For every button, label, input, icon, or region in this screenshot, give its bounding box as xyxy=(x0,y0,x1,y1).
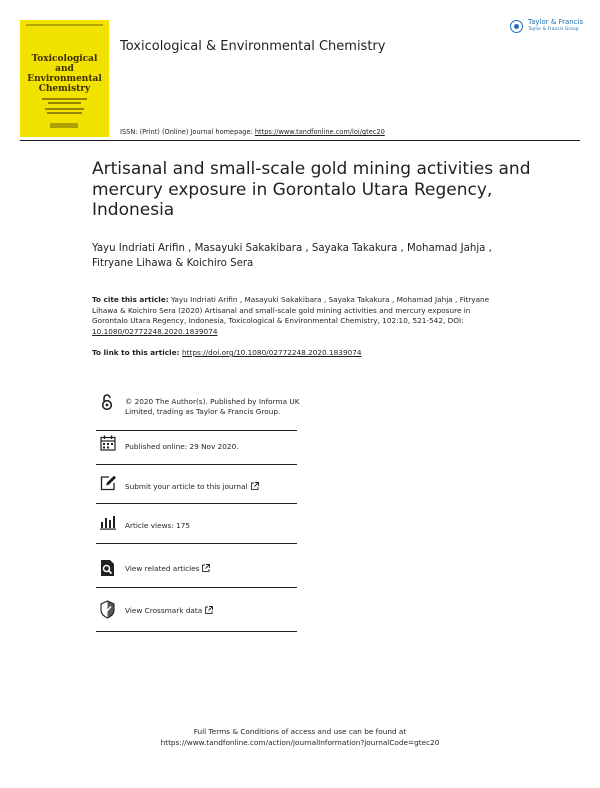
external-link-icon xyxy=(205,606,213,614)
crossmark-icon xyxy=(100,600,115,619)
calendar-icon xyxy=(100,435,116,451)
cover-decoration xyxy=(45,108,84,110)
search-document-icon xyxy=(100,559,115,577)
journal-homepage-link[interactable]: https://www.tandfonline.com/loi/gtec20 xyxy=(254,128,385,136)
cover-title: Toxicological and Environmental Chemistry xyxy=(27,54,102,94)
footer-terms-url[interactable]: https://www.tandfonline.com/action/journalInformation?journalCode=gtec20 xyxy=(160,737,440,747)
article-title: Artisanal and small-scale gold mining activities and mercury exposure in Gorontalo Utara Regency, Indonesia xyxy=(92,159,531,220)
published-date: Published online: 29 Nov 2020. xyxy=(125,442,239,451)
cover-decoration xyxy=(47,112,82,114)
issn-label: ISSN: (Print) (Online) Journal homepage: xyxy=(120,128,255,136)
article-link-label: To link to this article: xyxy=(92,348,183,357)
row-divider xyxy=(96,543,297,544)
citation-text: Yayu Indriati Arifin , Masayuki Sakakibara , Sayaka Takakura , Mohamad Jahja , Fitryane Lihawa & Koichiro Sera (2020) Artisanal and small-scale gold mining activities and mercury exposure in Gorontalo Utara Regency, Indonesia, Toxicological & Environmental Chemistry, 102:10, 521-542, DOI: xyxy=(92,295,490,326)
row-divider xyxy=(96,587,297,588)
cover-decoration xyxy=(48,102,81,104)
row-divider xyxy=(96,503,297,504)
external-link-icon xyxy=(202,564,210,572)
cover-publisher-mark xyxy=(50,123,78,128)
cover-decoration xyxy=(26,24,103,26)
cover-decoration xyxy=(42,98,87,100)
journal-title: Toxicological & Environmental Chemistry xyxy=(120,39,386,54)
publisher-logo-sub: Taylor & Francis Group xyxy=(528,27,579,32)
publisher-logo-name: Taylor & Francis xyxy=(528,18,584,26)
article-authors: Yayu Indriati Arifin , Masayuki Sakakibara , Sayaka Takakura , Mohamad Jahja , Fitryane Lihawa & Koichiro Sera xyxy=(92,243,492,269)
publisher-logo-icon xyxy=(510,20,523,33)
issn-line xyxy=(120,128,385,136)
citation-label: To cite this article: xyxy=(92,295,169,304)
article-link-block xyxy=(92,348,492,359)
bar-chart-icon xyxy=(100,515,116,530)
journal-cover xyxy=(20,20,109,137)
row-divider xyxy=(96,430,297,431)
crossmark-label: View Crossmark data xyxy=(125,606,203,615)
related-articles-link[interactable] xyxy=(125,564,210,574)
submit-article-label: Submit your article to this journal xyxy=(125,482,248,491)
citation-doi-link[interactable]: 10.1080/02772248.2020.1839074 xyxy=(92,326,218,336)
header-divider xyxy=(20,140,580,141)
submit-article-link[interactable] xyxy=(125,482,259,492)
footer-terms-text: Full Terms & Conditions of access and use can be found at xyxy=(193,727,407,736)
footer xyxy=(100,727,500,748)
article-views: Article views: 175 xyxy=(125,521,191,530)
article-doi-link[interactable]: https://doi.org/10.1080/02772248.2020.1839074 xyxy=(182,348,362,357)
row-divider xyxy=(96,464,297,465)
license-text: © 2020 The Author(s). Published by Informa UK Limited, trading as Taylor & Francis Group. xyxy=(125,397,300,416)
related-articles-label: View related articles xyxy=(125,564,200,573)
open-access-icon xyxy=(101,393,113,411)
external-link-icon xyxy=(251,482,259,490)
publisher-logo xyxy=(510,15,588,41)
edit-icon xyxy=(100,475,117,491)
citation-block xyxy=(92,295,492,337)
crossmark-link[interactable] xyxy=(125,606,213,616)
row-divider xyxy=(96,631,297,632)
